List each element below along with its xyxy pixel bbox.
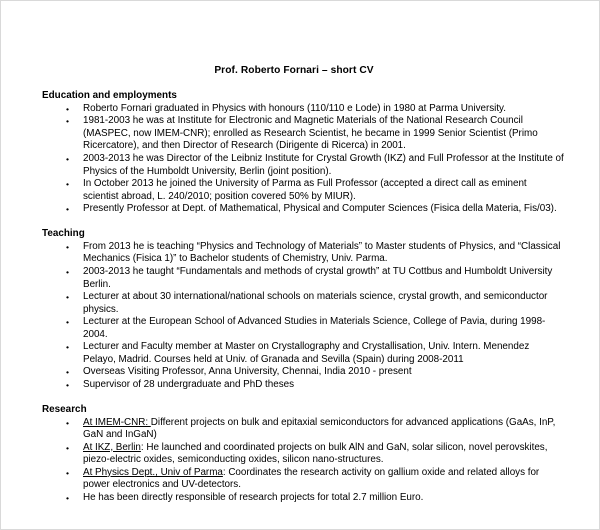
section-spacer: [42, 391, 564, 404]
section-heading-teaching: Teaching: [42, 228, 85, 240]
list-item: [42, 379, 564, 392]
bullet-lead: At IMEM-CNR:: [83, 416, 151, 428]
section-research: [42, 404, 564, 504]
bullet-list-teaching: [42, 241, 564, 392]
list-item: [42, 492, 564, 505]
bullet-text: He has been directly responsible of research projects for total 2.7 million Euro.: [83, 491, 424, 503]
bullet-text: 1981-2003 he was at Institute for Electronic and Magnetic Materials of the National Research Council (MASPEC, now IMEM-CNR); enrolled as Research Scientist, he became in 1999 Senior Scientist (Primo Ricercatore), and then Director of Research (Dirigente di Ricerca) in 2001.: [83, 115, 538, 152]
list-item: [42, 153, 564, 178]
bullet-text: Supervisor of 28 undergraduate and PhD theses: [83, 378, 295, 390]
bullet-text: From 2013 he is teaching “Physics and Technology of Materials” to Master students of Physics, and “Classical Mechanics (Fisica 1)” to Bachelor students of Chemistry, Univ. Parma.: [83, 240, 561, 265]
section-heading-education: Education and employments: [42, 90, 177, 102]
list-item: [42, 266, 564, 291]
list-item: [42, 316, 564, 341]
bullet-text: Lecturer at about 30 international/national schools on materials science, crystal growth, and semiconductor physics.: [83, 291, 548, 315]
bullet-text: Overseas Visiting Professor, Anna University, Chennai, India 2010 - present: [83, 366, 412, 378]
section-spacer: [42, 216, 564, 229]
list-item: [42, 203, 564, 216]
bullet-list-research: [42, 417, 564, 505]
list-item: [42, 417, 564, 442]
list-item: [42, 366, 564, 379]
bullet-text: In October 2013 he joined the University of Parma as Full Professor (accepted a direct call as eminent scientist abroad, L. 240/2010; position covered 50% by MIUR).: [83, 178, 527, 202]
bullet-text: Lecturer and Faculty member at Master on Crystallography and Crystallisation, Univ. Intern. Menendez Pelayo, Madrid. Courses held at Univ. of Granada and Sevilla (Spain) during 2008-2011: [83, 341, 530, 365]
bullet-text: Roberto Fornari graduated in Physics with honours (110/110 e Lode) in 1980 at Parma University.: [83, 102, 506, 114]
bullet-list-education: [42, 103, 564, 216]
list-item: [42, 291, 564, 316]
title-spacer: [42, 78, 564, 91]
page-title: Prof. Roberto Fornari – short CV: [214, 65, 374, 76]
bullet-text: 2003-2013 he was Director of the Leibniz Institute for Crystal Growth (IKZ) and Full Professor at the Institute of Physics of the Humboldt University, Berlin (joint position).: [83, 152, 564, 177]
bullet-lead: At Physics Dept., Univ of Parma: [83, 466, 223, 478]
bullet-text: Different projects on bulk and epitaxial semiconductors for advanced applications (GaAs, InP, GaN and InGaN): [83, 416, 556, 441]
list-item: [42, 467, 564, 492]
list-item: [42, 442, 564, 467]
list-item: [42, 241, 564, 266]
document-body: [42, 1, 564, 504]
section-heading-research: Research: [42, 404, 87, 416]
section-education: [42, 90, 564, 216]
bullet-text: Lecturer at the European School of Advanced Studies in Materials Science, College of Pavia, during 1998-2004.: [83, 316, 546, 340]
bullet-text: : He launched and coordinated projects on bulk AlN and GaN, solar silicon, novel perovskites, piezo-electric oxides, semiconducting oxides, silicon nano-structures.: [83, 441, 548, 466]
list-item: [42, 178, 564, 203]
list-item: [42, 341, 564, 366]
bullet-text: Presently Professor at Dept. of Mathematical, Physical and Computer Sciences (Fisica della Materia, Fis/03).: [83, 203, 557, 215]
section-teaching: [42, 228, 564, 391]
bullet-text: : Coordinates the research activity on gallium oxide and related alloys for power electronics and UV-detectors.: [83, 466, 540, 491]
bullet-text: 2003-2013 he taught “Fundamentals and methods of crystal growth” at TU Cottbus and Humboldt University Berlin.: [83, 265, 553, 290]
bullet-lead: At IKZ, Berlin: [83, 441, 141, 453]
list-item: [42, 115, 564, 153]
list-item: [42, 103, 564, 116]
